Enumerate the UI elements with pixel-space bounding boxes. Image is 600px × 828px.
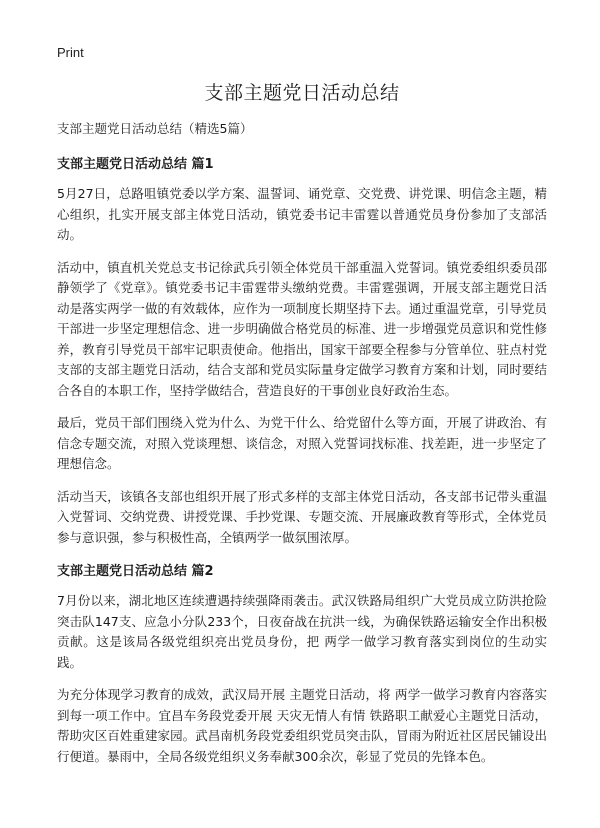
page-title: 支部主题党日活动总结	[204, 82, 400, 104]
paragraph: 活动中，镇直机关党总支书记徐武兵引领全体党员干部重温入党誓词。镇党委组织委员邵静领学了《党章》。镇党委书记丰雷霆带头缴纳党费。丰雷霆强调，开展支部主题党日活动是落实两学一做的有效载体，应作为一项制度长期坚持下去。通过重温党章，引导党员干部进一步坚定理想信念、进一步明确做合格党员的标准、进一步增强党员意识和党性修养，教育引导党员干部牢记职责使命。他指出，国家干部要全程参与分管单位、驻点村党支部的支部主题党日活动，结合支部和党员实际量身定做学习教育方案和计划，同时要结合各自的本职工作，坚持学做结合，营造良好的干事创业良好政治生态。	[57, 259, 547, 398]
paragraph: 5月27日，总路咀镇党委以学方案、温誓词、诵党章、交党费、讲党课、明信念主题，精心组织，扎实开展支部主体党日活动，镇党委书记丰雷霆以普通党员身份参加了支部活动。	[57, 186, 547, 242]
document-body	[57, 78, 547, 779]
document-subtitle: 支部主题党日活动总结（精选5篇）	[57, 121, 253, 136]
section-2	[57, 560, 547, 767]
paragraph: 最后，党员干部们围绕入党为什么、为党干什么、给党留什么等方面，开展了讲政治、有信念专题交流，对照入党谈理想、谈信念，对照入党誓词找标准、找差距，进一步坚定了理想信念。	[57, 415, 547, 471]
section-1	[57, 153, 547, 548]
section-heading: 支部主题党日活动总结 篇1	[57, 157, 214, 172]
paragraph: 为充分体现学习教育的成效，武汉局开展 主题党日活动，将 两学一做学习教育内容落实到每一项工作中。宜昌车务段党委开展 天灾无情人有情 铁路职工献爱心主题党日活动，帮助灾区百姓重建家园。武昌南机务段党委组织党员突击队，冒雨为附近社区居民铺设出行便道。暴雨中，全局各级党组织义务奉献300余次，彰显了党员的先锋本色。	[57, 687, 547, 764]
print-link[interactable]: Print	[57, 45, 84, 60]
paragraph: 7月份以来，湖北地区连续遭遇持续强降雨袭击。武汉铁路局组织广大党员成立防洪抢险突击队147支、应急小分队233个，日夜奋战在抗洪一线，为确保铁路运输安全作出积极贡献。这是该局各级党组织亮出党员身份，把 两学一做学习教育落实到岗位的生动实践。	[57, 593, 547, 670]
section-heading: 支部主题党日活动总结 篇2	[57, 564, 214, 579]
paragraph: 活动当天，该镇各支部也组织开展了形式多样的支部主体党日活动，各支部书记带头重温入党誓词、交纳党费、讲授党课、手抄党课、专题交流、开展廉政教育等形式，全体党员参与意识强，参与积极性高，全镇两学一做氛围浓厚。	[57, 488, 547, 545]
